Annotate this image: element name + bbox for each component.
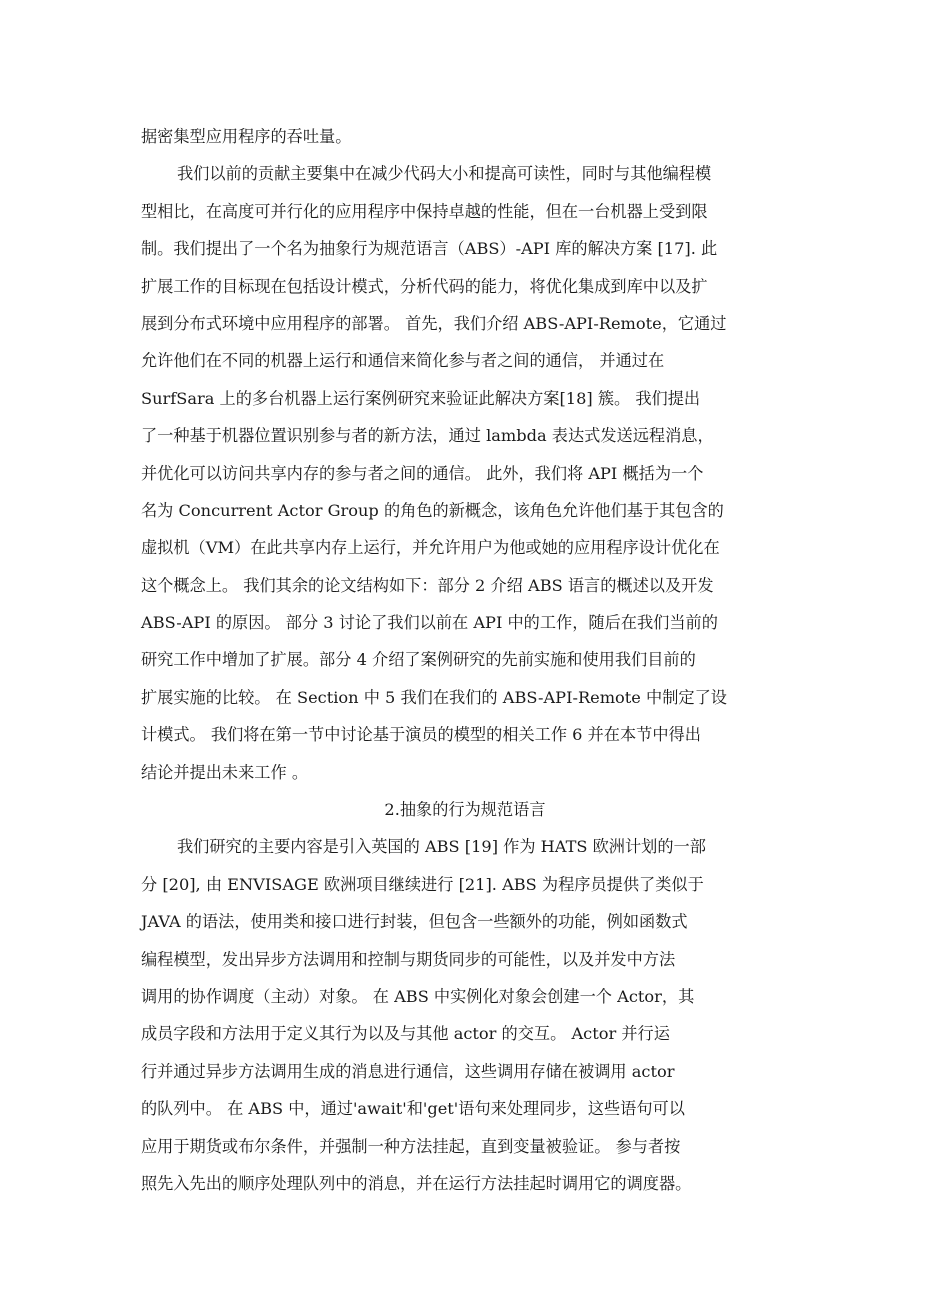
text-line: 照先入先出的顺序处理队列中的消息，并在运行方法挂起时调用它的调度器。	[141, 1173, 692, 1193]
text-line: 我们以前的贡献主要集中在减少代码大小和提高可读性，同时与其他编程模	[177, 164, 712, 184]
paragraph-continuation	[141, 118, 789, 155]
text-line: ABS-API 的原因。 部分 3 讨论了我们以前在 API 中的工作，随后在我们当前的	[141, 613, 718, 633]
text-line: 编程模型，发出异步方法调用和控制与期货同步的可能性，以及并发中方法	[141, 949, 676, 969]
text-line: JAVA 的语法，使用类和接口进行封装，但包含一些额外的功能，例如函数式	[141, 912, 688, 932]
text-line: 型相比，在高度可并行化的应用程序中保持卓越的性能，但在一台机器上受到限	[141, 201, 708, 221]
paragraph-abs-overview	[141, 828, 789, 1202]
text-line: 调用的协作调度（主动）对象。 在 ABS 中实例化对象会创建一个 Actor，其	[141, 986, 695, 1006]
text-line: 计模式。 我们将在第一节中讨论基于演员的模型的相关工作 6 并在本节中得出	[141, 725, 701, 745]
text-line: 了一种基于机器位置识别参与者的新方法，通过 lambda 表达式发送远程消息，	[141, 426, 714, 446]
paragraph-contributions	[141, 155, 789, 791]
text-line: 分 [20], 由 ENVISAGE 欧洲项目继续进行 [21]. ABS 为程序员提供了类似于	[141, 874, 704, 894]
text-line: 的队列中。 在 ABS 中，通过'await'和'get'语句来处理同步，这些语句可以	[141, 1099, 685, 1119]
text-line: SurfSara 上的多台机器上运行案例研究来验证此解决方案[18] 簇。 我们提出	[141, 388, 701, 408]
text-line: 结论并提出未来工作 。	[141, 762, 309, 782]
text-line: 研究工作中增加了扩展。部分 4 介绍了案例研究的先前实施和使用我们目前的	[141, 650, 696, 670]
text-line: 允许他们在不同的机器上运行和通信来简化参与者之间的通信， 并通过在	[141, 351, 665, 371]
text-line: 行并通过异步方法调用生成的消息进行通信，这些调用存储在被调用 actor	[141, 1061, 675, 1081]
document-page	[141, 118, 789, 1202]
text-line: 展到分布式环境中应用程序的部署。 首先，我们介绍 ABS-API-Remote，它通过	[141, 313, 727, 333]
text-line: 名为 Concurrent Actor Group 的角色的新概念，该角色允许他们基于其包含的	[141, 500, 724, 520]
text-line: 成员字段和方法用于定义其行为以及与其他 actor 的交互。 Actor 并行运	[141, 1024, 670, 1044]
text-line: 应用于期货或布尔条件，并强制一种方法挂起，直到变量被验证。 参与者按	[141, 1136, 681, 1156]
text-line: 制。我们提出了一个名为抽象行为规范语言（ABS）-API 库的解决方案 [17]. 此	[141, 239, 718, 259]
text-line: 据密集型应用程序的吞吐量。	[141, 127, 352, 146]
text-line: 扩展实施的比较。 在 Section 中 5 我们在我们的 ABS-API-Remote 中制定了设	[141, 687, 727, 707]
section-heading: 2.抽象的行为规范语言	[384, 800, 546, 820]
text-line: 虚拟机（VM）在此共享内存上运行，并允许用户为他或她的应用程序设计优化在	[141, 538, 720, 558]
text-line: 扩展工作的目标现在包括设计模式，分析代码的能力，将优化集成到库中以及扩	[141, 276, 708, 296]
text-line: 这个概念上。 我们其余的论文结构如下：部分 2 介绍 ABS 语言的概述以及开发	[141, 575, 714, 595]
text-line: 并优化可以访问共享内存的参与者之间的通信。 此外，我们将 API 概括为一个	[141, 463, 704, 483]
text-line: 我们研究的主要内容是引入英国的 ABS [19] 作为 HATS 欧洲计划的一部	[177, 837, 706, 857]
